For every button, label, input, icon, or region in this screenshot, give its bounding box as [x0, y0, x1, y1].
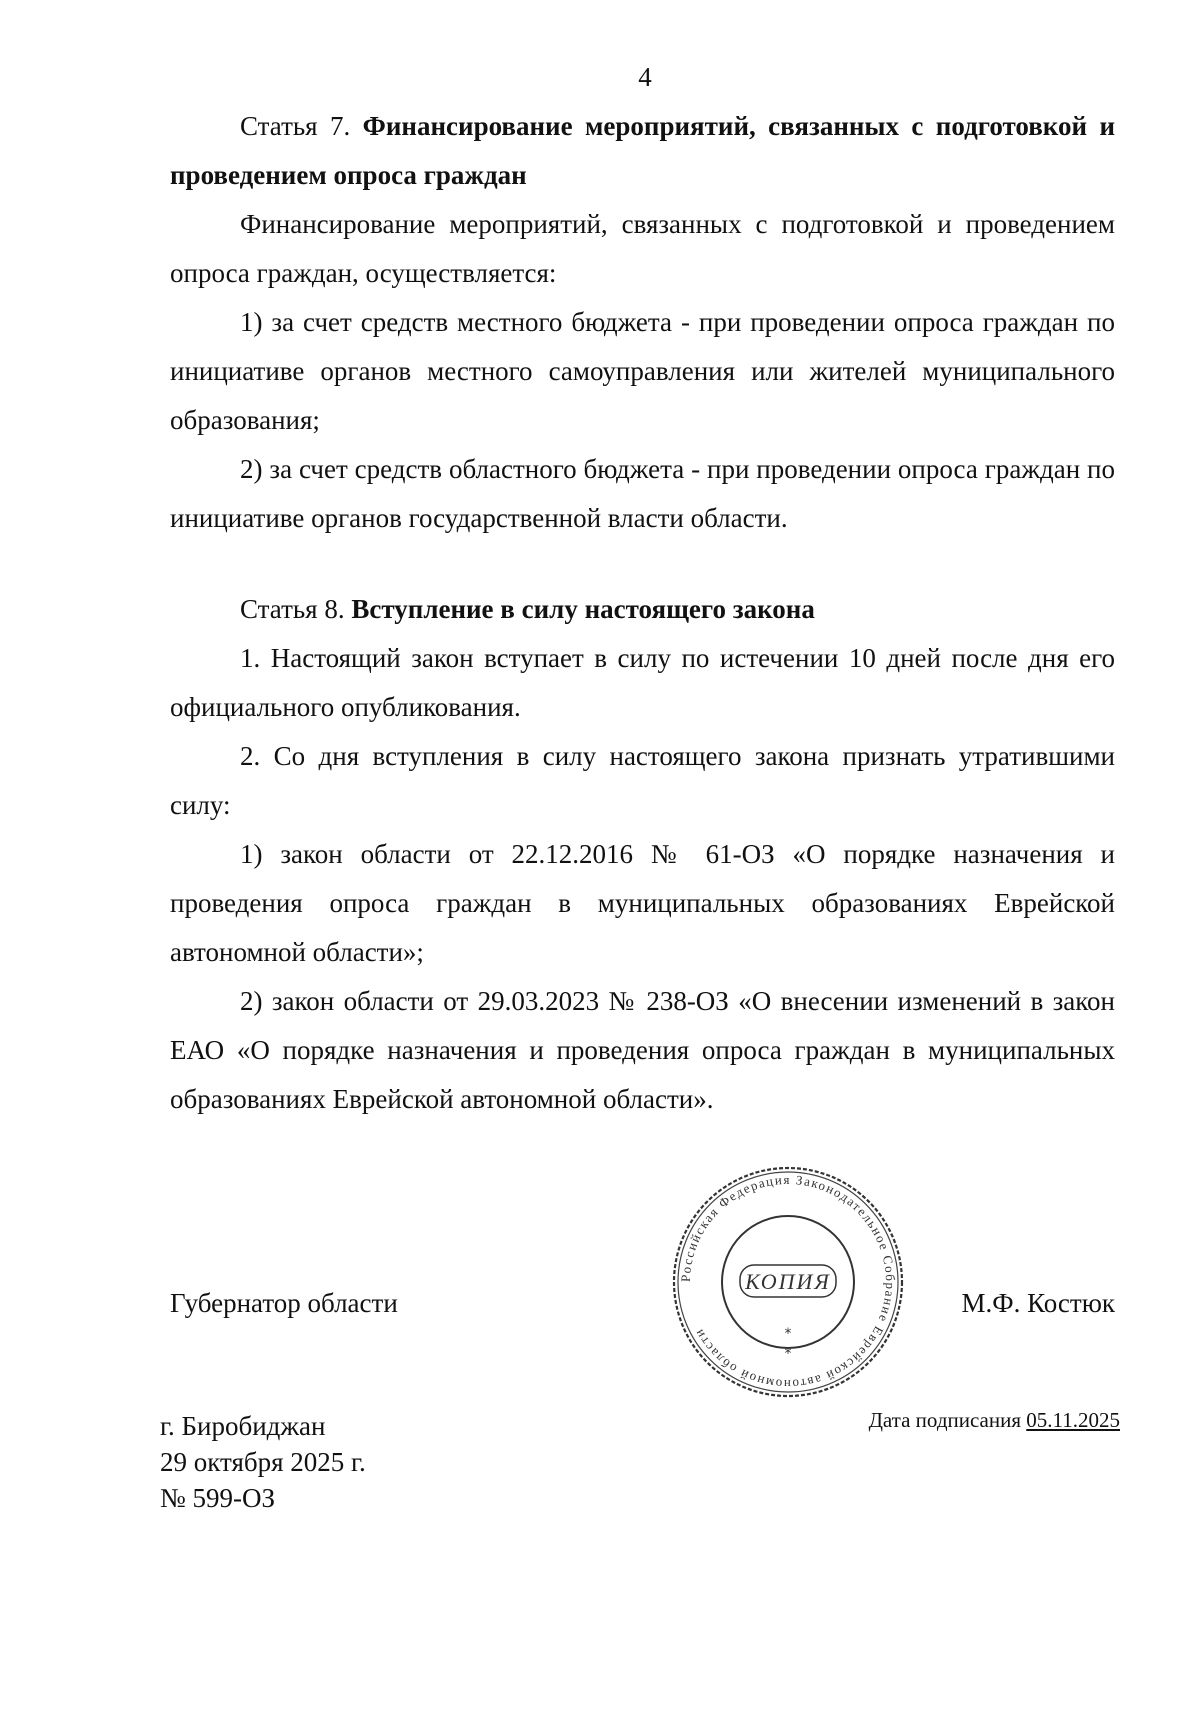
article-8-item-2: 2) закон области от 29.03.2023 № 238-ОЗ «О внесении изменений в закон ЕАО «О порядке назначения и проведения опроса граждан в муниципальных образованиях Еврейской автономной области». — [170, 986, 1115, 1114]
article-8-para-2: 2. Со дня вступления в силу настоящего закона признать утратившими силу: — [170, 741, 1115, 820]
article-7-intro: Финансирование мероприятий, связанных с подготовкой и проведением опроса граждан, осуществляется: — [170, 209, 1115, 288]
article-7-title: Финансирование мероприятий, связанных с подготовкой и проведением опроса граждан — [170, 111, 1116, 190]
signing-date-label: Дата подписания — [868, 1408, 1022, 1432]
article-8-heading — [170, 585, 1115, 634]
official-seal-stamp — [668, 1162, 908, 1402]
stamp-ring-textpath: Российская Федерация Законодательное Собрание Еврейской автономной области — [677, 1171, 899, 1393]
stamp-star-lower: * — [784, 1346, 792, 1362]
stamp-star-upper: * — [784, 1326, 792, 1342]
signing-date-block — [869, 1408, 1120, 1433]
signing-place-block — [160, 1408, 366, 1516]
page-number: 4 — [638, 62, 652, 92]
section-gap — [170, 543, 1115, 585]
article-8-item-1: 1) закон области от 22.12.2016 № 61-ОЗ «О порядке назначения и проведения опроса граждан в муниципальных образованиях Еврейской автономной области»; — [170, 839, 1115, 967]
article-8-para-1: 1. Настоящий закон вступает в силу по истечении 10 дней после дня его официального опубликования. — [170, 643, 1115, 722]
article-8-title: Вступление в силу настоящего закона — [351, 594, 815, 624]
law-date: 29 октября 2025 г. — [160, 1447, 366, 1477]
signing-city: г. Биробиджан — [160, 1411, 326, 1441]
stamp-center-text: КОПИЯ — [745, 1269, 831, 1294]
signing-date-value: 05.11.2025 — [1026, 1408, 1120, 1432]
document-body — [170, 102, 1115, 1124]
law-number: № 599-ОЗ — [160, 1483, 276, 1513]
article-7-heading — [170, 102, 1115, 200]
article-7-item-2: 2) за счет средств областного бюджета - при проведении опроса граждан по инициативе органов государственной власти области. — [170, 454, 1115, 533]
article-7-item-1: 1) за счет средств местного бюджета - при проведении опроса граждан по инициативе органов местного самоуправления или жителей муниципального образования; — [170, 307, 1115, 435]
article-7-prefix: Статья 7. — [240, 111, 351, 141]
governor-title: Губернатор области — [170, 1288, 398, 1318]
article-8-prefix: Статья 8. — [240, 594, 345, 624]
governor-name: М.Ф. Костюк — [961, 1288, 1115, 1318]
